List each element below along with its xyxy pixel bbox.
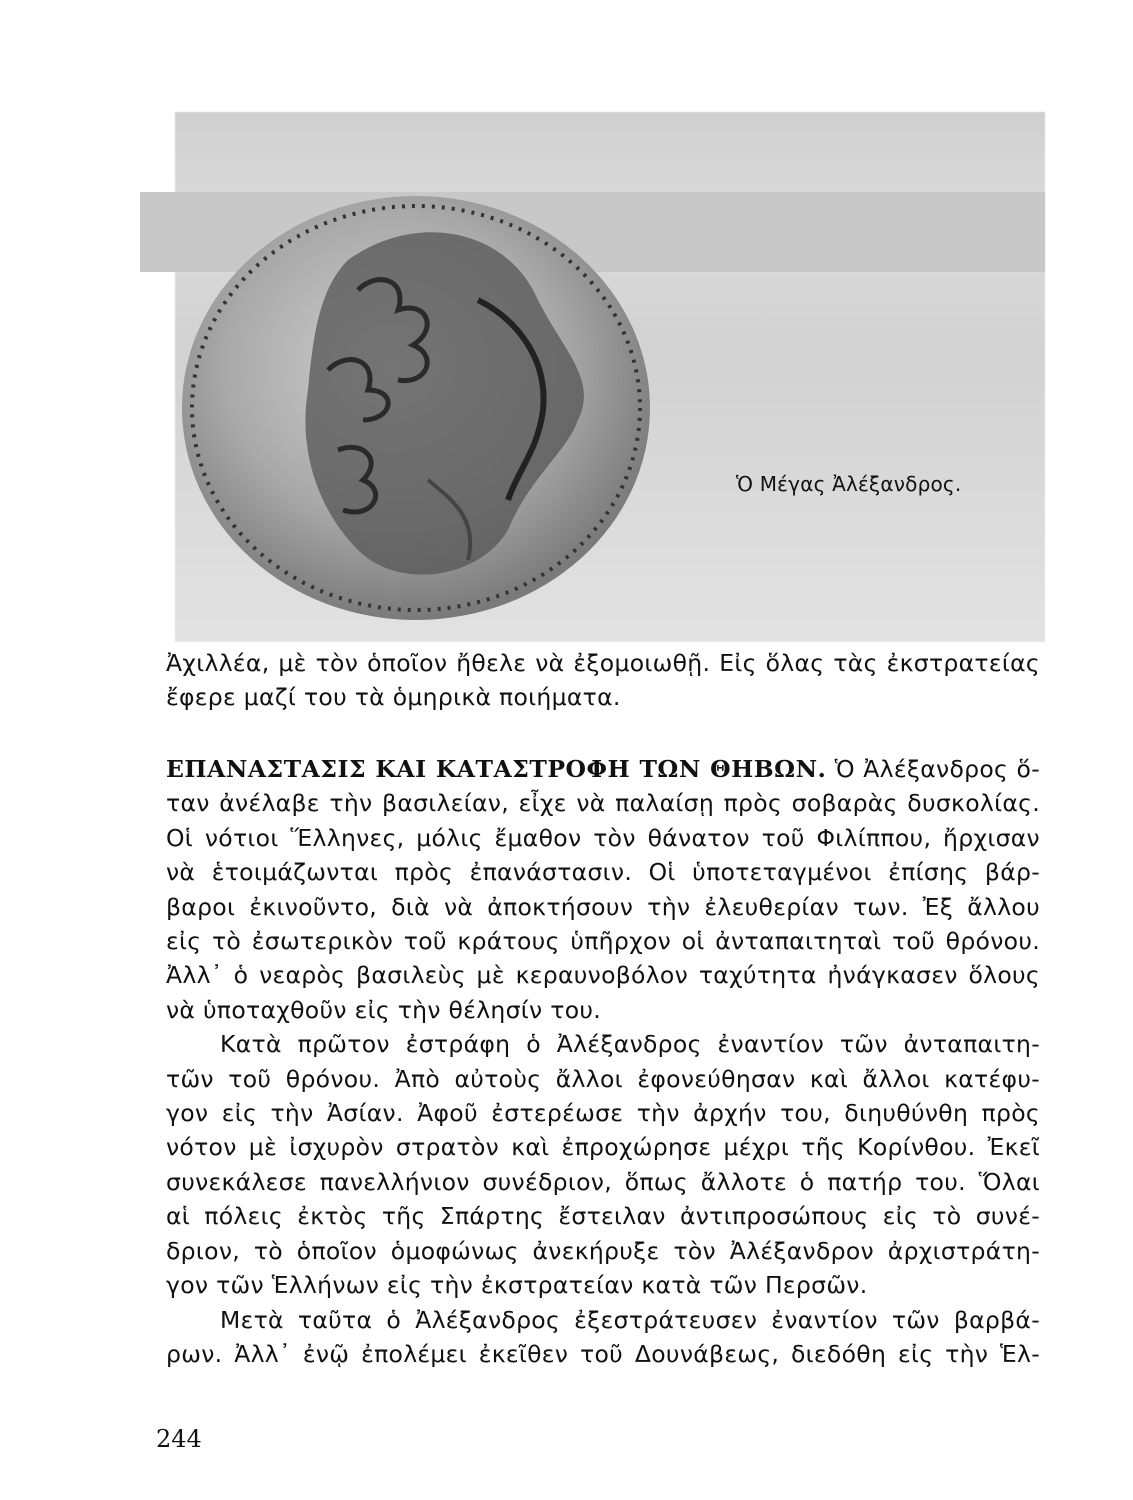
section-first-line bbox=[166, 752, 1040, 786]
text-line: βαροι ἐκινοῦντο, διὰ νὰ ἀποκτήσουν τὴν ἐλευθερίαν των. Ἐξ ἄλλου bbox=[166, 892, 1040, 921]
text-line: γον τῶν Ἑλλήνων εἰς τὴν ἐκστρατείαν κατὰ τῶν Περσῶν. bbox=[166, 1271, 868, 1300]
coin-image bbox=[178, 150, 738, 630]
text-line: ταν ἀνέλαβε τὴν βασιλείαν, εἶχε νὰ παλαίσῃ πρὸς σοβαρὰς δυσκολίας. bbox=[166, 789, 1040, 818]
text-line: γον εἰς τὴν Ἀσίαν. Ἀφοῦ ἐστερέωσε τὴν ἀρχήν του, διηυθύνθη πρὸς bbox=[166, 1099, 1040, 1128]
figure-caption: Ὁ Μέγας Ἀλέξανδρος. bbox=[736, 472, 962, 496]
text-line: τῶν τοῦ θρόνου. Ἀπὸ αὐτοὺς ἄλλοι ἐφονεύθησαν καὶ ἄλλοι κατέφυ- bbox=[166, 1064, 1040, 1093]
section-heading-continuation: Ὁ Ἀλέξανδρος ὅ- bbox=[834, 755, 1040, 783]
text-line: νότον μὲ ἰσχυρὸν στρατὸν καὶ ἐπροχώρησε μέχρι τῆς Κορίνθου. Ἐκεῖ bbox=[166, 1133, 1040, 1162]
text-line: αἱ πόλεις ἐκτὸς τῆς Σπάρτης ἔστειλαν ἀντιπροσώπους εἰς τὸ συνέ- bbox=[166, 1202, 1040, 1231]
text-line: Οἱ νότιοι Ἕλληνες, μόλις ἔμαθον τὸν θάνατον τοῦ Φιλίππου, ἤρχισαν bbox=[166, 823, 1040, 852]
text-line: Μετὰ ταῦτα ὁ Ἀλέξανδρος ἐξεστράτευσεν ἐναντίον τῶν βαρβά- bbox=[220, 1305, 1040, 1334]
section-body bbox=[166, 752, 1040, 1371]
text-line: Ἀχιλλέα, μὲ τὸν ὁποῖον ἤθελε νὰ ἐξομοιωθῇ. Εἰς ὅλας τὰς ἐκστρατείας bbox=[166, 649, 1040, 677]
text-line: ρων. Ἀλλ᾽ ἐνῷ ἐπολέμει ἐκεῖθεν τοῦ Δουνάβεως, διεδόθη εἰς τὴν Ἑλ- bbox=[166, 1339, 1040, 1368]
text-line: δριον, τὸ ὁποῖον ὁμοφώνως ἀνεκήρυξε τὸν Ἀλέξανδρον ἀρχιστράτη- bbox=[166, 1236, 1040, 1265]
text-line: νὰ ἑτοιμάζωνται πρὸς ἐπανάστασιν. Οἱ ὑποτεταγμένοι ἐπίσης βάρ- bbox=[166, 858, 1040, 887]
section-heading: ΕΠΑΝΑΣΤΑΣΙΣ ΚΑΙ ΚΑΤΑΣΤΡΟΦΗ ΤΩΝ ΘΗΒΩΝ. bbox=[166, 755, 827, 783]
page-number: 244 bbox=[156, 1425, 202, 1453]
intro-text bbox=[166, 646, 1040, 715]
text-line: εἰς τὸ ἐσωτερικὸν τοῦ κράτους ὑπῆρχον οἱ ἀνταπαιτηταὶ τοῦ θρόνου. bbox=[166, 927, 1040, 956]
text-line: ἔφερε μαζί του τὰ ὁμηρικὰ ποιήματα. bbox=[166, 683, 621, 712]
text-line: συνεκάλεσε πανελλήνιον συνέδριον, ὅπως ἄλλοτε ὁ πατήρ του. Ὅλαι bbox=[166, 1167, 1040, 1196]
text-line: Ἀλλ᾽ ὁ νεαρὸς βασιλεὺς μὲ κεραυνοβόλον ταχύτητα ἠνάγκασεν ὅλους bbox=[166, 961, 1040, 990]
text-line: Κατὰ πρῶτον ἐστράφη ὁ Ἀλέξανδρος ἐναντίον τῶν ἀνταπαιτη- bbox=[220, 1030, 1040, 1059]
text-line: νὰ ὑποταχθοῦν εἰς τὴν θέλησίν του. bbox=[166, 995, 602, 1024]
